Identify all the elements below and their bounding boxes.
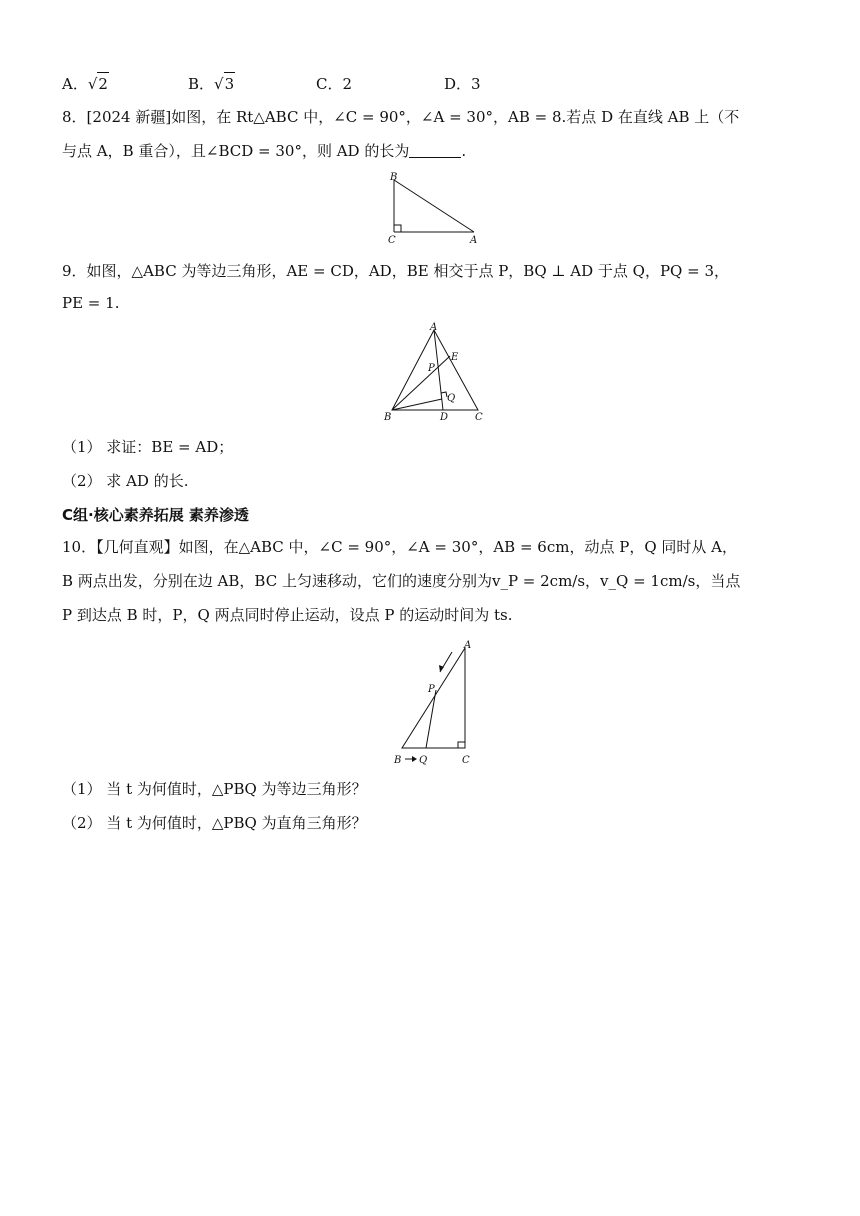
side-ab	[394, 180, 474, 232]
figure-q8-triangle	[380, 170, 490, 246]
option-a: A．√2	[62, 72, 188, 95]
arrow-head-q	[412, 756, 417, 762]
label-p: P	[428, 363, 435, 374]
q10-line2: B 两点出发，分别在边 AB，BC 上匀速移动，它们的速度分别为v_P = 2cm/s，v_Q = 1cm/s，当点	[62, 572, 741, 590]
section-c-heading: C组·核心素养拓展 素养渗透	[62, 506, 249, 524]
triangle-abc	[402, 648, 465, 748]
label-e: E	[451, 352, 459, 363]
label-b: B	[390, 172, 398, 183]
q10-sub1: （1） 当 t 为何值时，△PBQ 为等边三角形？	[62, 780, 367, 798]
q9-sub2: （2） 求 AD 的长.	[62, 472, 189, 490]
label-c: C	[475, 412, 483, 423]
figure-q9-triangle	[378, 320, 490, 424]
q9-sub1: （1） 求证：BE = AD；	[62, 438, 234, 456]
label-a: A	[470, 235, 478, 246]
q9-line2: PE = 1.	[62, 294, 120, 312]
label-c: C	[462, 755, 470, 766]
answer-options	[62, 72, 481, 95]
label-b: B	[384, 412, 392, 423]
label-d: D	[440, 412, 449, 423]
q8-line2: 与点 A，B 重合），且∠BCD = 30°，则 AD 的长为 .	[62, 142, 467, 160]
label-a: A	[464, 640, 472, 651]
label-p: P	[428, 684, 435, 695]
segment-be	[392, 356, 450, 410]
q10-line1: 10．【几何直观】如图，在△ABC 中，∠C = 90°，∠A = 30°，AB = 6cm，动点 P，Q 同时从 A，	[62, 538, 737, 556]
figure-q10-triangle	[390, 638, 480, 768]
label-b: B	[394, 755, 402, 766]
option-c: C．2	[316, 75, 353, 93]
q8-line1: 8．[2024 新疆]如图，在 Rt△ABC 中，∠C = 90°，∠A = 30°，AB = 8.若点 D 在直线 AB 上（不	[62, 108, 740, 126]
segment-pq	[426, 690, 436, 748]
label-q: Q	[447, 393, 456, 404]
right-angle-mark	[458, 742, 465, 748]
segment-bq	[392, 399, 442, 410]
answer-blank	[409, 143, 461, 158]
label-q: Q	[419, 755, 428, 766]
q10-sub2: （2） 当 t 为何值时，△PBQ 为直角三角形？	[62, 814, 367, 832]
label-c: C	[388, 235, 396, 246]
q9-line1: 9．如图，△ABC 为等边三角形，AE = CD，AD，BE 相交于点 P，BQ ⊥ AD 于点 Q，PQ = 3，	[62, 262, 730, 280]
right-angle-mark	[394, 225, 401, 232]
label-a: A	[430, 322, 438, 333]
option-d: D．3	[444, 75, 481, 93]
q10-line3: P 到达点 B 时，P，Q 两点同时停止运动，设点 P 的运动时间为 ts.	[62, 606, 513, 624]
option-b: B．√3	[188, 72, 316, 95]
